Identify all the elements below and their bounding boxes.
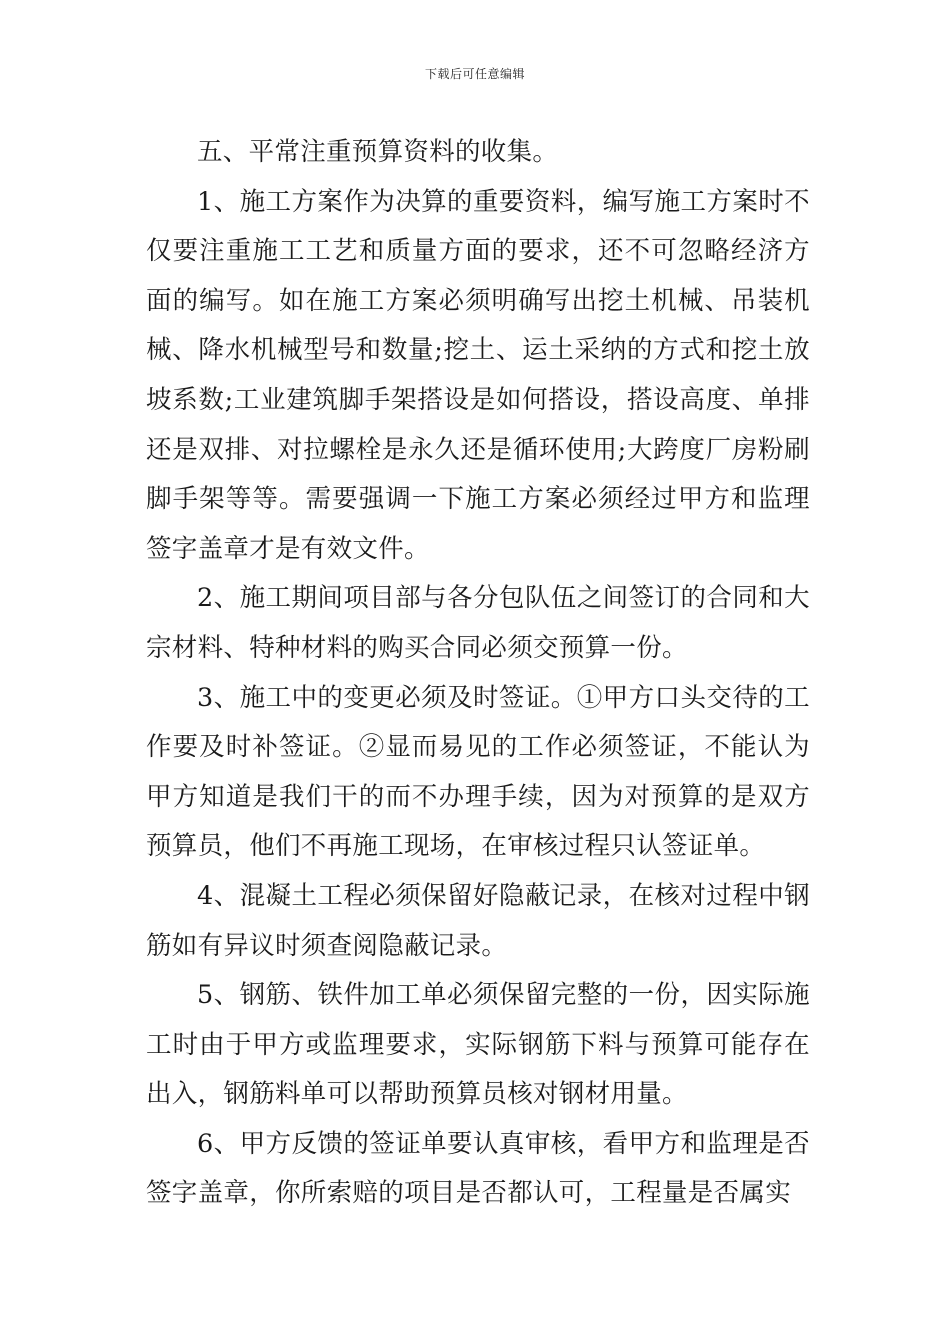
page-header: 下载后可任意编辑: [424, 67, 525, 81]
paragraph-item-1: 1、施工方案作为决算的重要资料，编写施工方案时不仅要注重施工工艺和质量方面的要求，还不可忽略经济方面的编写。如在施工方案必须明确写出挖土机械、吊装机械、降水机械型号和数量;挖土、运土采纳的方式和挖土放坡系数;工业建筑脚手架搭设是如何搭设，搭设高度、单排还是双排、对拉螺栓是永久还是循环使用;大跨度厂房粉刷脚手架等等。需要强调一下施工方案必须经过甲方和监理签字盖章才是有效文件。: [146, 186, 810, 564]
paragraph-item-3: 3、施工中的变更必须及时签证。①甲方口头交待的工作要及时补签证。②显而易见的工作必须签证，不能认为甲方知道是我们干的而不办理手续，因为对预算的是双方预算员，他们不再施工现场，在审核过程只认签证单。: [146, 682, 810, 862]
paragraph-item-5: 5、钢筋、铁件加工单必须保留完整的一份，因实际施工时由于甲方或监理要求，实际钢筋下料与预算可能存在出入，钢筋料单可以帮助预算员核对钢材用量。: [146, 980, 810, 1110]
paragraph-item-4: 4、混凝土工程必须保留好隐蔽记录，在核对过程中钢筋如有异议时须查阅隐蔽记录。: [146, 880, 810, 961]
paragraph-item-2: 2、施工期间项目部与各分包队伍之间签订的合同和大宗材料、特种材料的购买合同必须交预算一份。: [146, 583, 810, 663]
section-heading: 五、平常注重预算资料的收集。: [197, 137, 559, 167]
document-body: [146, 128, 810, 1219]
paragraph-item-6: 6、甲方反馈的签证单要认真审核，看甲方和监理是否签字盖章，你所索赔的项目是否都认可，工程量是否属实: [146, 1128, 810, 1209]
